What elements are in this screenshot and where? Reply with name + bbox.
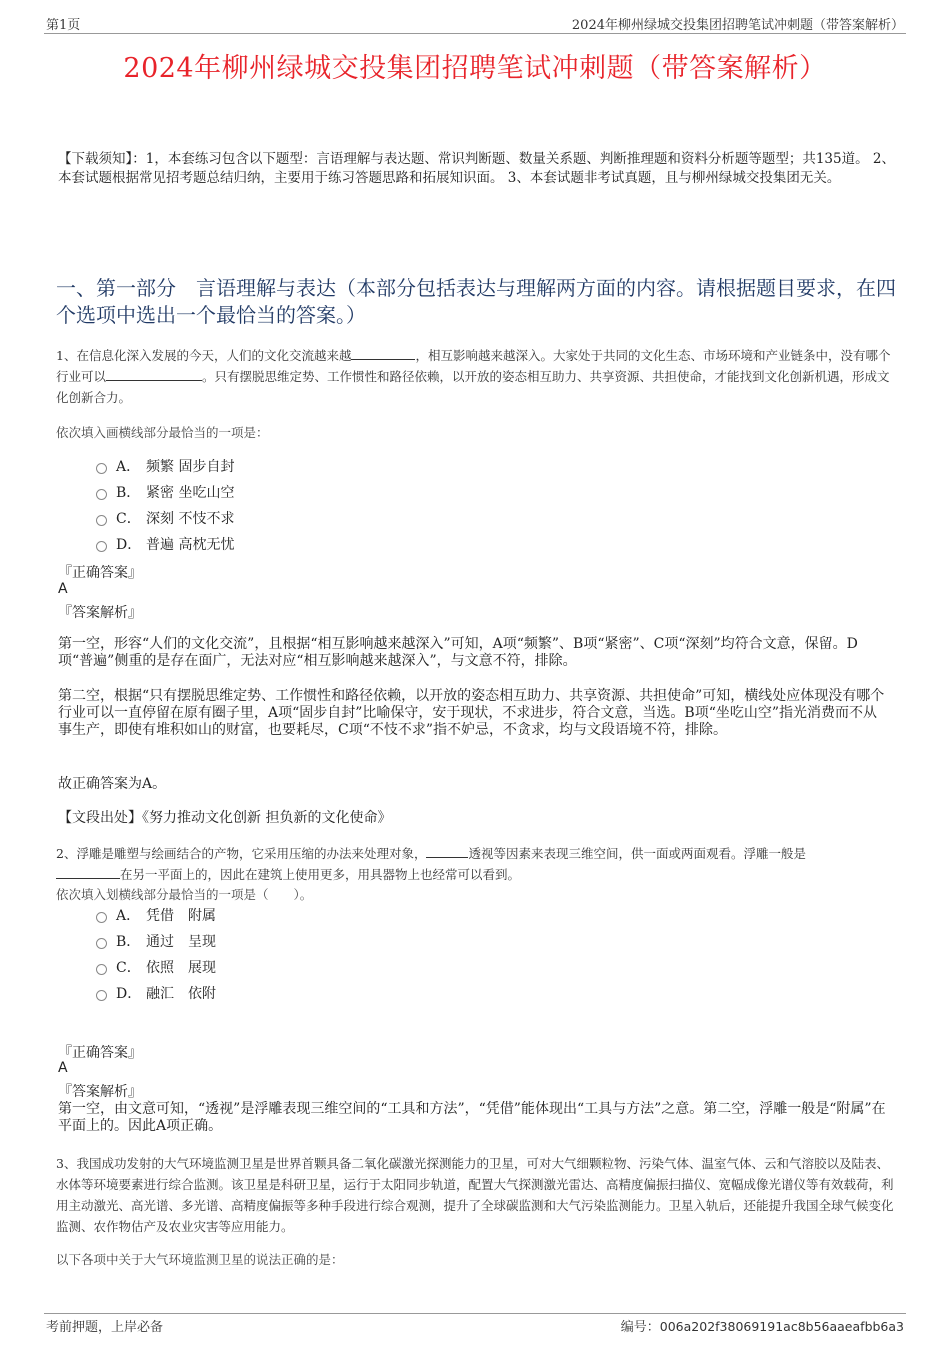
analysis-label: 『答案解析』 (58, 1084, 142, 1100)
question-3-prompt: 以下各项中关于大气环境监测卫星的说法正确的是： (56, 1252, 344, 1267)
analysis-paragraph: 第一空，由文意可知，“透视”是浮雕表现三维空间的“工具和方法”，“凭借”能体现出“工具与方法”之意。第二空，浮雕一般是“附属”在平面上的。因此A项正确。 (58, 1101, 886, 1134)
blank-1 (426, 844, 468, 858)
footer-divider (44, 1313, 906, 1314)
question-2-options (96, 902, 216, 1006)
page-number: 第1页 (46, 18, 81, 33)
radio-icon[interactable] (96, 964, 107, 975)
question-2-text: 2、浮雕是雕塑与绘画结合的产物，它采用压缩的办法来处理对象， 透视等因素来表现三维空间，供一面或两面观看。浮雕一般是 在另一平面上的，因此在建筑上使用更多，用具器物上也经常可以看到。 (56, 846, 806, 882)
radio-icon[interactable] (96, 912, 107, 923)
correct-answer-label: 『正确答案』 (58, 1045, 142, 1061)
blank-1 (351, 346, 415, 360)
analysis-label: 『答案解析』 (58, 605, 142, 621)
source-citation: 【文段出处】《努力推动文化创新 担负新的文化使命》 (58, 810, 392, 826)
radio-icon[interactable] (96, 489, 107, 500)
question-3-text: 3、我国成功发射的大气环境监测卫星是世界首颗具备二氧化碳激光探测能力的卫星，可对大气细颗粒物、污染气体、温室气体、云和气溶胶以及陆表、水体等环境要素进行综合监测。该卫星是科研卫星，运行于太阳同步轨道，配置大气探测激光雷达、高精度偏振扫描仪、宽幅成像光谱仪等有效载荷，利用主动激光、高光谱、多光谱、高精度偏振等多种手段进行综合观测，提升了全球碳监测和大气污染监测能力。卫星入轨后，还能提升我国全球气候变化监测、农作物估产及农业灾害等应用能力。 (56, 1156, 894, 1234)
section-heading: 一、第一部分 言语理解与表达（本部分包括表达与理解两方面的内容。请根据题目要求，在四个选项中选出一个最恰当的答案。） (56, 276, 896, 327)
question-1-prompt: 依次填入画横线部分最恰当的一项是： (56, 425, 269, 440)
document-code: 编号：006a202f38069191ac8b56aaeafbb6a3 (620, 1319, 904, 1335)
correct-answer: A (58, 1060, 68, 1076)
footer-slogan: 考前押题，上岸必备 (46, 1320, 164, 1335)
header-divider (44, 33, 906, 34)
radio-icon[interactable] (96, 938, 107, 949)
option-b[interactable]: B． 通过 呈现 (96, 928, 216, 954)
option-c[interactable]: C． 依照 展现 (96, 954, 216, 980)
option-d[interactable]: D． 融汇 依附 (96, 980, 216, 1006)
option-a[interactable]: A． 频繁 固步自封 (96, 453, 234, 479)
radio-icon[interactable] (96, 515, 107, 526)
header-doc-title: 2024年柳州绿城交投集团招聘笔试冲刺题（带答案解析） (571, 18, 904, 33)
analysis-paragraph-1: 第一空，形容“人们的文化交流”，且根据“相互影响越来越深入”可知，A项“频繁”、B项“紧密”、C项“深刻”均符合文意，保留。D项“普遍”侧重的是存在面广，无法对应“相互影响越来越深入”，与文意不符，排除。 (58, 636, 858, 669)
question-1-text: 1、在信息化深入发展的今天，人们的文化交流越来越 ，相互影响越来越深入。大家处于共同的文化生态、市场环境和产业链条中，没有哪个行业可以 。只有摆脱思维定势、工作惯性和路径依赖，以开放的姿态相互助力、共享资源、共担使命，才能找到文化创新机遇，形成文化创新合力。 (56, 348, 891, 405)
analysis-paragraph-2: 第二空，根据“只有摆脱思维定势、工作惯性和路径依赖，以开放的姿态相互助力、共享资源、共担使命”可知，横线处应体现没有哪个行业可以一直停留在原有圈子里，A项“固步自封”比喻保守，安于现状，不求进步，符合文意，当选。B项“坐吃山空”指光消费而不从事生产，即使有堆积如山的财富，也要耗尽，C项“不忮不求”指不妒忌，不贪求，均与文段语境不符，排除。 (58, 688, 885, 738)
blank-2 (106, 367, 202, 381)
question-2-prompt: 依次填入划横线部分最恰当的一项是（ ）。 (56, 887, 313, 902)
option-c[interactable]: C． 深刻 不忮不求 (96, 505, 234, 531)
question-1-options (96, 453, 234, 557)
option-d[interactable]: D． 普遍 高枕无忧 (96, 531, 234, 557)
option-b[interactable]: B． 紧密 坐吃山空 (96, 479, 234, 505)
correct-answer-label: 『正确答案』 (58, 565, 142, 581)
blank-2 (56, 865, 120, 879)
download-notice: 【下载须知】：1，本套练习包含以下题型：言语理解与表达题、常识判断题、数量关系题、判断推理题和资料分析题等题型；共135道。 2、本套试题根据常见招考题总结归纳，主要用于练习答题思路和拓展知识面。 3、本套试题非考试真题，且与柳州绿城交投集团无关。 (58, 151, 895, 186)
radio-icon[interactable] (96, 541, 107, 552)
radio-icon[interactable] (96, 990, 107, 1001)
document-title: 2024年柳州绿城交投集团招聘笔试冲刺题（带答案解析） (123, 53, 827, 84)
radio-icon[interactable] (96, 463, 107, 474)
correct-answer: A (58, 581, 68, 597)
analysis-conclusion: 故正确答案为A。 (58, 776, 167, 792)
option-a[interactable]: A． 凭借 附属 (96, 902, 216, 928)
